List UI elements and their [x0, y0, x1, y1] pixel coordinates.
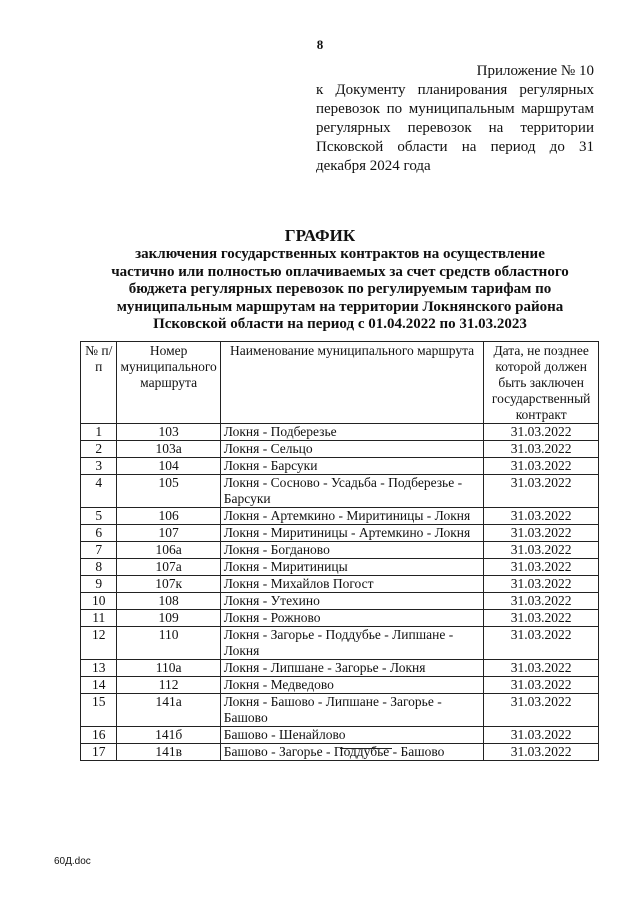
route-number: 110а	[117, 660, 220, 677]
route-number: 105	[117, 475, 220, 508]
route-number: 107к	[117, 576, 220, 593]
header-contract-date: Дата, не позднее которой должен быть заключен государственный контракт	[484, 342, 599, 424]
route-name: Локня - Миритиницы	[220, 559, 484, 576]
table-row	[81, 424, 599, 441]
route-name: Локня - Подберезье	[220, 424, 484, 441]
route-name: Локня - Сельцо	[220, 441, 484, 458]
appendix-block	[316, 62, 594, 176]
route-name: Башово - Шенайлово	[220, 727, 484, 744]
route-name: Локня - Загорье - Поддубье - Липшане - Локня	[220, 627, 484, 660]
row-num: 17	[81, 744, 117, 761]
contract-date: 31.03.2022	[484, 593, 599, 610]
separator-line	[340, 748, 392, 749]
table-row	[81, 677, 599, 694]
routes-table	[80, 341, 599, 761]
table-row	[81, 627, 599, 660]
row-num: 14	[81, 677, 117, 694]
route-name: Локня - Утехино	[220, 593, 484, 610]
route-number: 103а	[117, 441, 220, 458]
row-num: 10	[81, 593, 117, 610]
route-number: 108	[117, 593, 220, 610]
route-number: 112	[117, 677, 220, 694]
contract-date: 31.03.2022	[484, 525, 599, 542]
route-name: Локня - Артемкино - Миритиницы - Локня	[220, 508, 484, 525]
route-name: Локня - Миритиницы - Артемкино - Локня	[220, 525, 484, 542]
contract-date: 31.03.2022	[484, 660, 599, 677]
table-row	[81, 542, 599, 559]
contract-date: 31.03.2022	[484, 694, 599, 727]
contract-date: 31.03.2022	[484, 677, 599, 694]
contract-date: 31.03.2022	[484, 727, 599, 744]
route-name: Локня - Барсуки	[220, 458, 484, 475]
document-subtitle: заключения государственных контрактов на осуществление частично или полностью оплачиваемых за счет средств областного бюджета регулярных перевозок по регулируемым тарифам по муниципальным маршрутам на территории Локнянского района Псковской области на период с 01.04.2022 по 31.03.2023	[111, 246, 569, 332]
contract-date: 31.03.2022	[484, 559, 599, 576]
contract-date: 31.03.2022	[484, 424, 599, 441]
table-row	[81, 475, 599, 508]
route-name: Локня - Богданово	[220, 542, 484, 559]
table-row	[81, 576, 599, 593]
table-row	[81, 508, 599, 525]
table-row	[81, 559, 599, 576]
header-route-number: Номер муниципального маршрута	[117, 342, 220, 424]
contract-date: 31.03.2022	[484, 508, 599, 525]
contract-date: 31.03.2022	[484, 441, 599, 458]
row-num: 1	[81, 424, 117, 441]
routes-table-body	[81, 424, 599, 761]
appendix-text: к Документу планирования регулярных перевозок по муниципальным маршрутам регулярных перевозок на территории Псковской области на период до 31 декабря 2024 года	[316, 82, 594, 174]
row-num: 5	[81, 508, 117, 525]
route-number: 141в	[117, 744, 220, 761]
row-num: 4	[81, 475, 117, 508]
header-route-name: Наименование муниципального маршрута	[220, 342, 484, 424]
route-number: 104	[117, 458, 220, 475]
route-number: 141б	[117, 727, 220, 744]
row-num: 12	[81, 627, 117, 660]
document-title: ГРАФИК	[284, 226, 356, 245]
table-row	[81, 458, 599, 475]
contract-date: 31.03.2022	[484, 744, 599, 761]
contract-date: 31.03.2022	[484, 458, 599, 475]
table-row	[81, 610, 599, 627]
table-header-row	[81, 342, 599, 424]
route-name: Локня - Башово - Липшане - Загорье - Башово	[220, 694, 484, 727]
header-num: № п/п	[81, 342, 117, 424]
table-row	[81, 525, 599, 542]
row-num: 7	[81, 542, 117, 559]
page-number: 8	[316, 37, 324, 52]
table-row	[81, 441, 599, 458]
table-row	[81, 593, 599, 610]
route-name: Локня - Медведово	[220, 677, 484, 694]
contract-date: 31.03.2022	[484, 475, 599, 508]
appendix-title: Приложение № 10	[476, 63, 594, 79]
file-name-footer: 60Д.doc	[54, 856, 91, 867]
table-row	[81, 694, 599, 727]
table-row	[81, 744, 599, 761]
route-number: 110	[117, 627, 220, 660]
row-num: 3	[81, 458, 117, 475]
table-row	[81, 727, 599, 744]
route-name: Локня - Михайлов Погост	[220, 576, 484, 593]
row-num: 11	[81, 610, 117, 627]
row-num: 16	[81, 727, 117, 744]
contract-date: 31.03.2022	[484, 627, 599, 660]
table-row	[81, 660, 599, 677]
route-name: Локня - Сосново - Усадьба - Подберезье - Барсуки	[220, 475, 484, 508]
row-num: 13	[81, 660, 117, 677]
row-num: 8	[81, 559, 117, 576]
row-num: 9	[81, 576, 117, 593]
row-num: 6	[81, 525, 117, 542]
route-number: 109	[117, 610, 220, 627]
route-number: 107а	[117, 559, 220, 576]
row-num: 2	[81, 441, 117, 458]
row-num: 15	[81, 694, 117, 727]
contract-date: 31.03.2022	[484, 610, 599, 627]
contract-date: 31.03.2022	[484, 576, 599, 593]
route-number: 106	[117, 508, 220, 525]
contract-date: 31.03.2022	[484, 542, 599, 559]
route-name: Башово - Загорье - Поддубье - Башово	[220, 744, 484, 761]
route-number: 103	[117, 424, 220, 441]
route-number: 141а	[117, 694, 220, 727]
route-name: Локня - Липшане - Загорье - Локня	[220, 660, 484, 677]
route-name: Локня - Рожново	[220, 610, 484, 627]
route-number: 107	[117, 525, 220, 542]
route-number: 106а	[117, 542, 220, 559]
